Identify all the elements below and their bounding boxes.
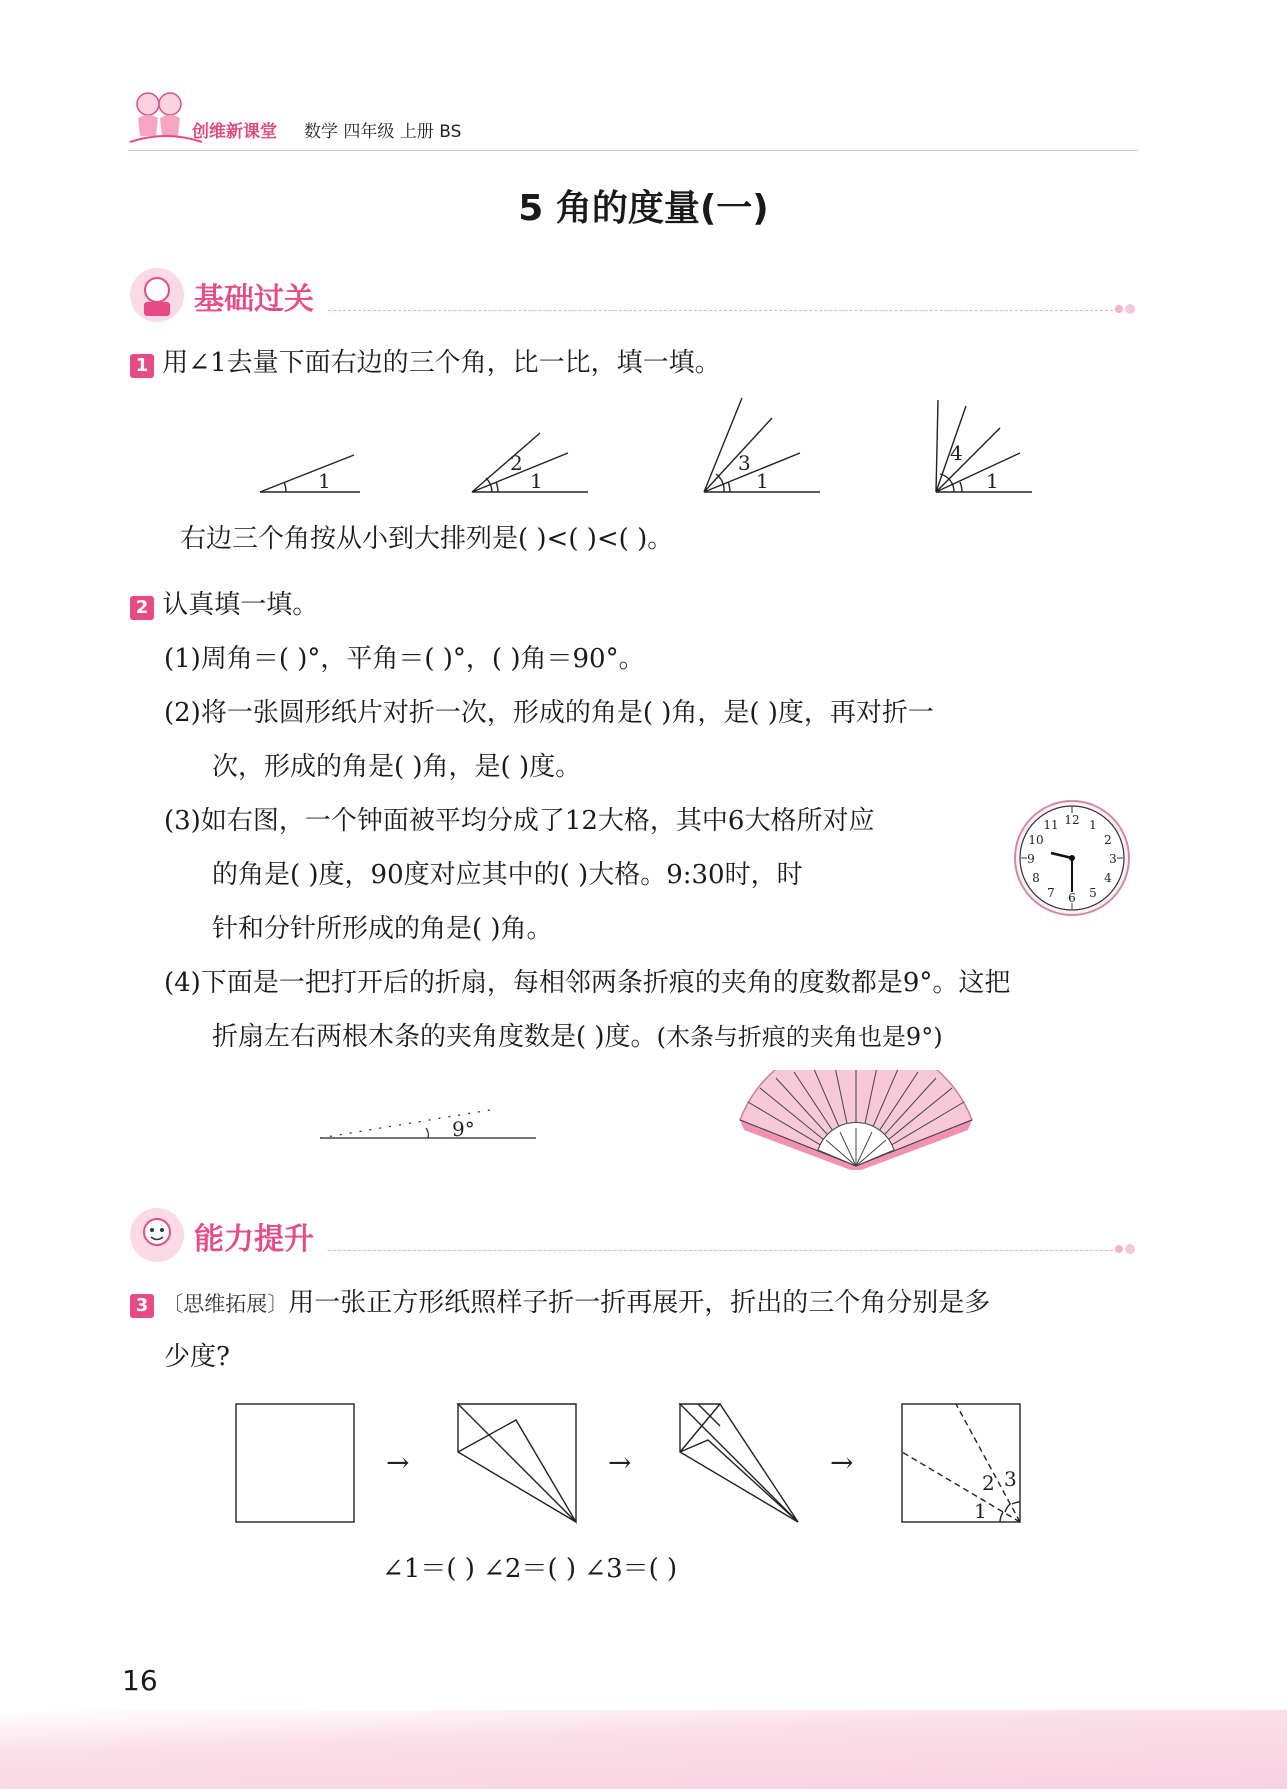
fold-step-1 <box>236 1404 354 1522</box>
question-2-text <box>130 584 318 621</box>
clock-number: 3 <box>1109 852 1117 866</box>
q2-part-3-line-a: (3)如右图，一个钟面被平均分成了12大格，其中6大格所对应 <box>164 806 875 836</box>
question-prompt: 用一张正方形纸照样子折一折再展开，折出的三个角分别是多 <box>288 1288 991 1318</box>
question-prompt: 用∠1去量下面右边的三个角，比一比，填一填。 <box>162 348 721 378</box>
question-1-text <box>130 342 721 379</box>
q2-part-4-note: (木条与折痕的夹角也是9°) <box>656 1023 943 1051</box>
page-title: 5 角的度量(一) <box>518 188 769 229</box>
angle-label: 1 <box>986 469 999 493</box>
fan-angle-figure <box>310 1094 540 1144</box>
section-label: 能力提升 <box>194 1222 314 1257</box>
fold-step-4 <box>902 1404 1020 1522</box>
q3-answers: ∠1＝( ) ∠2＝( ) ∠3＝( ) <box>382 1554 678 1584</box>
question-3-text <box>130 1282 990 1319</box>
header-brand: 创维新课堂 <box>192 122 277 142</box>
clock-number: 9 <box>1027 852 1035 866</box>
arrow-icon: → <box>830 1446 854 1479</box>
q2-part-3-line-c: 针和分针所形成的角是( )角。 <box>212 914 553 944</box>
question-tag: 〔思维拓展〕 <box>162 1292 289 1316</box>
clock-number: 2 <box>1104 833 1112 847</box>
fold-angle-label: 3 <box>1004 1467 1017 1491</box>
question-number: 3 <box>130 1294 154 1318</box>
arrow-icon: → <box>386 1446 410 1479</box>
section-header-basic <box>128 266 1138 326</box>
section-header-advanced <box>128 1206 1138 1266</box>
q2-part-3-line-b: 的角是( )度，90度对应其中的( )大格。9:30时，时 <box>212 860 803 890</box>
fold-step-3 <box>680 1404 798 1522</box>
q2-part-4-line-a: (4)下面是一把打开后的折扇，每相邻两条折痕的夹角的度数都是9°。这把 <box>164 968 1011 998</box>
angle-label: 4 <box>950 441 963 465</box>
clock-number: 5 <box>1089 886 1097 900</box>
header-book-info: 数学 四年级 上册 BS <box>304 122 462 142</box>
question-3-text-b: 少度? <box>164 1342 230 1372</box>
q2-part-4-line-b-wrap <box>212 1016 943 1053</box>
q2-part-2-line-a: (2)将一张圆形纸片对折一次，形成的角是( )角，是( )度，再对折一 <box>164 698 934 728</box>
q2-part-1: (1)周角＝( )°，平角＝( )°，( )角＝90°。 <box>164 644 645 674</box>
angle-label: 1 <box>318 469 331 493</box>
footer-band <box>0 1710 1287 1789</box>
header-divider <box>128 150 1138 151</box>
fold-angle-label: 2 <box>982 1471 995 1495</box>
clock-number: 6 <box>1068 891 1076 905</box>
fold-step-2 <box>458 1404 576 1522</box>
question-number: 2 <box>130 596 154 620</box>
q2-part-2-line-b: 次，形成的角是( )角，是( )度。 <box>212 752 582 782</box>
q1-answer-line: 右边三个角按从小到大排列是( )<( )<( )。 <box>180 524 674 554</box>
section-dash-line <box>328 1250 1118 1251</box>
clock-number: 7 <box>1047 886 1055 900</box>
paper-folding-figures <box>230 1396 1030 1526</box>
q2-part-4-line-b: 折扇左右两根木条的夹角度数是( )度。 <box>212 1022 657 1052</box>
clock-number: 10 <box>1028 833 1044 847</box>
angle-label: 1 <box>756 469 769 493</box>
clock-number: 12 <box>1064 813 1080 827</box>
angle-label: 2 <box>510 451 523 475</box>
decor-dots-icon <box>1114 1242 1138 1256</box>
section-label: 基础过关 <box>194 282 314 317</box>
clock-number: 8 <box>1032 871 1040 885</box>
angle-label: 1 <box>530 469 543 493</box>
arrow-icon: → <box>608 1446 632 1479</box>
decor-dots-icon <box>1114 302 1138 316</box>
page-number: 16 <box>122 1664 158 1697</box>
mascot-icon <box>128 266 186 324</box>
clock-number: 4 <box>1104 871 1112 885</box>
section-dash-line <box>328 310 1118 311</box>
clock-number: 11 <box>1043 818 1059 832</box>
q1-angle-figures <box>250 390 1050 500</box>
clock-face <box>1012 798 1132 918</box>
mascot-icon <box>128 1206 186 1264</box>
fan-angle-label: 9° <box>452 1117 475 1141</box>
question-prompt: 认真填一填。 <box>162 590 319 620</box>
clock-number: 1 <box>1089 818 1097 832</box>
folding-fan-image <box>736 1070 976 1170</box>
angle-label: 3 <box>738 451 751 475</box>
fold-angle-label: 1 <box>974 1499 987 1523</box>
question-number: 1 <box>130 354 154 378</box>
